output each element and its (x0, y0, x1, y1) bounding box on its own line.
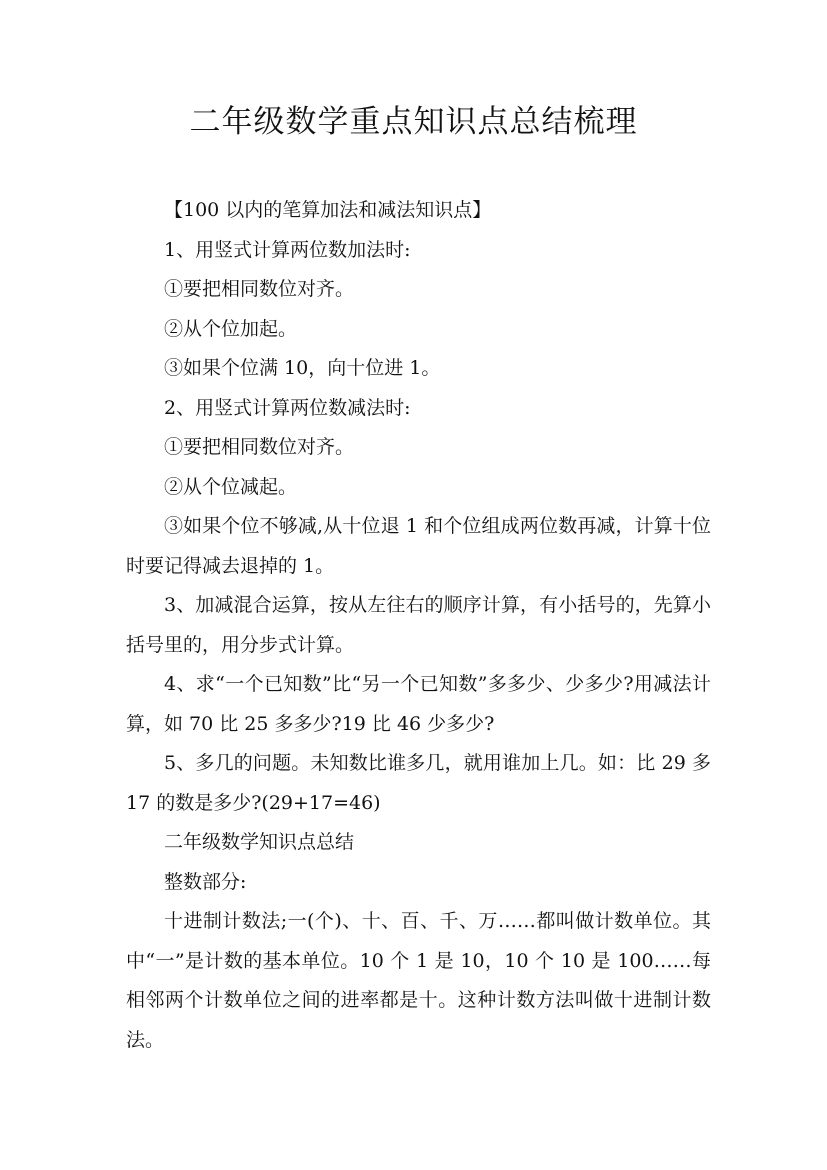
paragraph-addition-rule: 1、用竖式计算两位数加法时: (164, 238, 411, 261)
document-body (126, 191, 711, 1060)
paragraph-subtraction-step-1: ①要把相同数位对齐。 (164, 436, 355, 458)
paragraph-mixed-operations: 3、加减混合运算，按从左往右的顺序计算，有小括号的，先算小括号里的，用分步式计算。 (126, 594, 711, 656)
paragraph-subtraction-step-3: ③如果个位不够减,从十位退 1 和个位组成两位数再减，计算十位时要记得减去退掉的 1。 (126, 515, 711, 577)
paragraph-addition-step-2: ②从个位加起。 (164, 317, 298, 340)
paragraph-decimal-system: 十进制计数法;一(个)、十、百、千、万……都叫做计数单位。其中“一”是计数的基本单位。10 个 1 是 10，10 个 10 是 100……每相邻两个计数单位之间的进率都是十。这种计数方法叫做十进制计数法。 (126, 910, 711, 1051)
paragraph-difference-problems: 4、求“一个已知数”比“另一个已知数”多多少、少多少?用减法计算，如 70 比 25 多多少?19 比 46 少多少? (126, 673, 711, 735)
paragraph-more-than-problems: 5、多几的问题。未知数比谁多几，就用谁加上几。如：比 29 多 17 的数是多少?(29+17=46) (126, 752, 711, 814)
document-title: 二年级数学重点知识点总结梳理 (189, 104, 638, 140)
paragraph-subtraction-rule: 2、用竖式计算两位数减法时: (164, 396, 411, 419)
paragraph-addition-step-1: ①要把相同数位对齐。 (164, 278, 355, 300)
paragraph-subtraction-step-2: ②从个位减起。 (164, 475, 298, 498)
paragraph-integer-part: 整数部分: (164, 870, 247, 893)
section-subtitle: 二年级数学知识点总结 (164, 831, 355, 853)
paragraph-addition-step-3: ③如果个位满 10，向十位进 1。 (164, 357, 441, 379)
section-heading: 【100 以内的笔算加法和减法知识点】 (164, 199, 492, 221)
